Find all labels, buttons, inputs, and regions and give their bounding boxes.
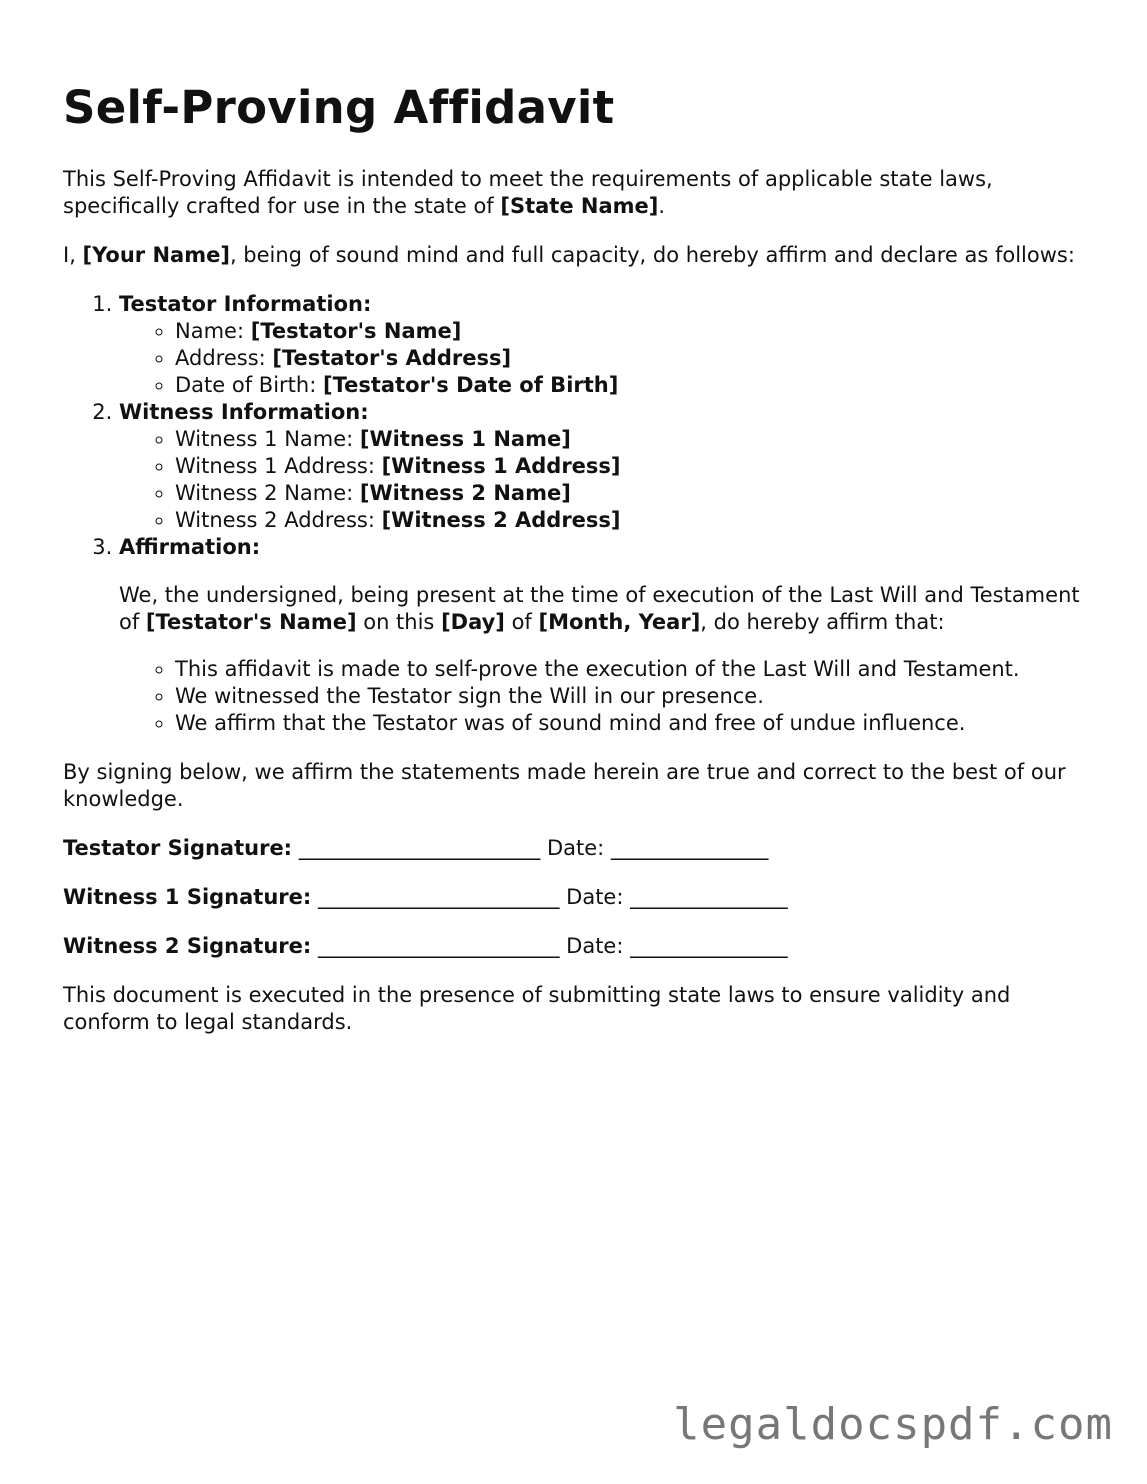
document-page (63, 78, 1093, 1058)
witness-info-list (119, 426, 1093, 534)
list-item (175, 453, 1093, 480)
signature-row-witness-2 (63, 933, 1093, 960)
section-heading-affirmation: Affirmation: (119, 535, 261, 559)
declaration-paragraph (63, 242, 1093, 269)
testator-name-placeholder: [Testator's Name] (145, 610, 357, 634)
signature-line[interactable]: _______________________ (311, 934, 567, 958)
list-item: ◦ We witnessed the Testator sign the Will in our presence. (175, 683, 1093, 710)
section-affirmation (119, 534, 1093, 737)
field-placeholder: [Witness 1 Name] (359, 427, 571, 451)
affidavit-sections (63, 291, 1093, 737)
field-placeholder: [Witness 2 Name] (359, 481, 571, 505)
signature-line[interactable]: _______________________ (311, 885, 567, 909)
day-placeholder: [Day] (441, 610, 505, 634)
section-heading-witness: Witness Information: (119, 400, 369, 424)
list-item (175, 345, 1093, 372)
signature-row-testator (63, 835, 1093, 862)
affirmation-text: on this (356, 610, 442, 634)
list-item (175, 426, 1093, 453)
list-item (175, 507, 1093, 534)
date-line[interactable]: _______________ (610, 836, 769, 860)
field-label: Witness 1 Name: (175, 427, 360, 451)
field-label: Address: (175, 346, 273, 370)
list-item (175, 318, 1093, 345)
affirmation-text: We, the undersigned, being present at the time of execution of the Last Will and Testament of (119, 583, 1080, 634)
field-label: Name: (175, 319, 251, 343)
date-label: Date: (566, 934, 631, 958)
affirmation-text: , do hereby affirm that: (700, 610, 945, 634)
state-name-placeholder: [State Name] (500, 194, 659, 218)
field-label: Witness 1 Address: (175, 454, 382, 478)
field-label: Witness 2 Name: (175, 481, 360, 505)
section-testator (119, 291, 1093, 399)
declaration-prefix: I, (63, 243, 83, 267)
affirmation-list (119, 656, 1093, 737)
section-witness (119, 399, 1093, 534)
field-placeholder: [Witness 2 Address] (381, 508, 621, 532)
date-label: Date: (566, 885, 631, 909)
field-label: Date of Birth: (175, 373, 323, 397)
date-line[interactable]: _______________ (630, 885, 788, 909)
affirmation-paragraph (119, 582, 1093, 636)
intro-end: . (658, 194, 666, 218)
footer-paragraph: This document is executed in the presence of submitting state laws to ensure validity and conform to legal standards. (63, 983, 1011, 1034)
list-item (175, 480, 1093, 507)
field-placeholder: [Testator's Address] (272, 346, 512, 370)
month-year-placeholder: [Month, Year] (538, 610, 701, 634)
document-title: Self-Proving Affidavit (63, 81, 615, 134)
declaration-suffix: , being of sound mind and full capacity, do hereby affirm and declare as follows: (229, 243, 1075, 267)
section-heading-testator: Testator Information: (119, 292, 372, 316)
field-placeholder: [Testator's Date of Birth] (322, 373, 619, 397)
list-item: ◦ We affirm that the Testator was of sound mind and free of undue influence. (175, 710, 1093, 737)
signature-line[interactable]: _______________________ (292, 836, 547, 860)
date-label: Date: (546, 836, 611, 860)
list-item (175, 372, 1093, 399)
affirmation-text: of (504, 610, 539, 634)
signature-label: Witness 2 Signature: (63, 934, 312, 958)
testator-info-list (119, 318, 1093, 399)
closing-paragraph: By signing below, we affirm the statements made herein are true and correct to the best of our knowledge. (63, 760, 1066, 811)
watermark: legaldocspdf.com (673, 1399, 1113, 1450)
date-line[interactable]: _______________ (630, 934, 788, 958)
signature-row-witness-1 (63, 884, 1093, 911)
field-placeholder: [Witness 1 Address] (381, 454, 621, 478)
your-name-placeholder: [Your Name] (82, 243, 230, 267)
intro-paragraph (63, 166, 1093, 220)
field-label: Witness 2 Address: (175, 508, 382, 532)
signature-label: Testator Signature: (63, 836, 293, 860)
field-placeholder: [Testator's Name] (250, 319, 462, 343)
list-item: ◦ This affidavit is made to self-prove the execution of the Last Will and Testament. (175, 656, 1093, 683)
signature-label: Witness 1 Signature: (63, 885, 312, 909)
intro-text: This Self-Proving Affidavit is intended to meet the requirements of applicable state laws, specifically crafted for use in the state of (63, 167, 993, 218)
